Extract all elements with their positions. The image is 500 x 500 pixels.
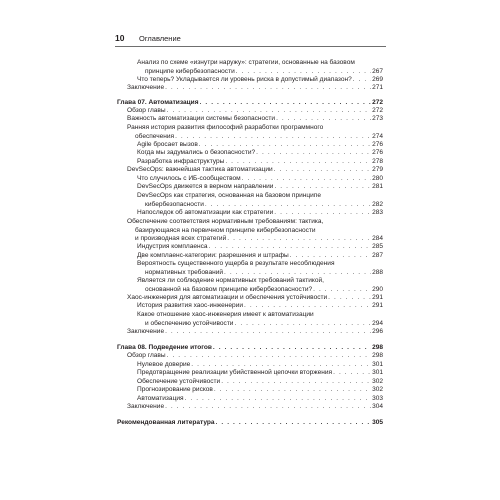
toc-page-number: 278 <box>372 158 383 165</box>
toc-entry <box>127 352 383 361</box>
toc-entry-text: Обзор главы <box>127 352 166 359</box>
toc-entry-text: Анализ по схеме «изнутри наружу»: стратегии, основанные на базовом <box>137 59 355 66</box>
toc-entry <box>127 218 383 244</box>
toc-page-number: 304 <box>372 403 383 410</box>
toc-entry <box>137 59 383 76</box>
toc-page-number: 287 <box>372 252 383 259</box>
toc-entry-text: Когда мы задумались о безопасности? <box>137 149 256 156</box>
toc-entry-text: Обеспечение устойчивости <box>137 378 221 385</box>
toc-entry-text: Заключение <box>127 84 165 91</box>
toc-entry-text: базирующаяся на первичном принципе кибербезопасности <box>135 226 316 234</box>
toc-entry-text: Какое отношение хаос-инженерия имеет к автоматизации <box>137 311 314 318</box>
toc-entry-text: Разработка инфраструктуры <box>137 158 225 165</box>
toc-page-number: 271 <box>372 84 383 91</box>
dot-leader <box>165 403 371 412</box>
toc-page-number: 302 <box>372 386 383 393</box>
toc-page-number: 274 <box>372 132 383 140</box>
toc-entry <box>137 183 383 192</box>
toc-entry-text: основанной на базовом принципе кибербезопасности? <box>145 285 313 293</box>
toc-entry <box>137 369 383 378</box>
toc-entry <box>127 124 383 141</box>
toc-page-number: 276 <box>372 149 383 156</box>
toc-entry-text: Обзор главы <box>127 107 166 114</box>
toc-entry-text: Нулевое доверие <box>137 361 191 368</box>
toc-page-number: 272 <box>372 99 383 106</box>
dot-leader <box>165 84 371 93</box>
toc-chapter-entry <box>117 419 383 428</box>
page-number: 10 <box>115 33 125 43</box>
toc-entry-text: Предотвращение реализации убийственной цепочки вторжения <box>137 369 333 376</box>
toc-page-number: 282 <box>372 200 383 208</box>
dot-leader <box>244 302 371 311</box>
toc-entry-text: Что теперь? Укладывается ли уровень риска в допустимый диапазон? <box>137 76 352 83</box>
toc-entry-text: Глава 07. Автоматизация <box>117 99 199 106</box>
toc-entry-text: История развития хаос-инженерии <box>137 302 244 309</box>
dot-leader <box>209 243 372 252</box>
toc-page-number: 281 <box>372 183 383 190</box>
dot-leader <box>274 209 371 218</box>
toc-entry-text: Заключение <box>127 403 165 410</box>
toc-entry-text: Напоследок об автоматизации как стратегии <box>137 209 274 216</box>
toc-page-number: 291 <box>372 294 383 301</box>
toc-page-number: 291 <box>372 302 383 309</box>
toc-page-number: 290 <box>372 285 383 293</box>
toc-page-number: 288 <box>372 268 383 276</box>
dot-leader <box>333 369 371 378</box>
toc-page-number: 301 <box>372 369 383 376</box>
toc-entry <box>137 277 383 294</box>
dot-leader <box>224 269 371 278</box>
toc-entry-text: Прогнозирование рисков <box>137 386 213 393</box>
toc-entry-text: Две комплаенс-категории: разрешения и штрафы <box>137 252 289 259</box>
toc-page-number: 298 <box>372 352 383 359</box>
toc-entry-text: и производная всех стратегий <box>135 235 227 242</box>
toc-page-number: 279 <box>372 166 383 173</box>
dot-leader <box>175 133 371 142</box>
dot-leader <box>274 166 371 175</box>
toc-page-number: 298 <box>372 344 383 351</box>
dot-leader <box>236 68 371 77</box>
toc-entry-text: Хаос-инженерия для автоматизации и обеспечения устойчивости <box>127 294 328 301</box>
toc-page-number: 305 <box>372 419 383 426</box>
toc-page-number: 276 <box>372 141 383 148</box>
toc-entry-text: Заключение <box>127 328 165 335</box>
dot-leader <box>276 115 371 124</box>
toc-entry-text: Agile бросает вызов <box>137 141 198 148</box>
toc-entry-text: и обеспечению устойчивости <box>145 319 234 327</box>
toc-entry-text: нормативных требований <box>145 268 224 276</box>
toc-entry <box>137 149 383 158</box>
toc-entry-text: Глава 08. Подведение итогов <box>117 344 212 351</box>
toc-entry <box>137 192 383 209</box>
toc-page-number: 296 <box>372 328 383 335</box>
toc-entry-text: Индустрия комплаенса <box>137 243 208 250</box>
running-title: Оглавление <box>139 34 181 43</box>
toc-entry-text: DevSecOps движется в верном направлении <box>137 183 274 190</box>
toc-entry <box>137 311 383 328</box>
toc-entry <box>137 243 383 252</box>
toc-entry-text: Является ли соблюдение нормативных требований тактикой, <box>137 277 324 284</box>
toc-entry <box>127 166 383 175</box>
toc-entry-text: принципе кибербезопасности <box>145 67 235 75</box>
toc-entry <box>137 260 383 277</box>
toc-entry-text: DevSecOps: важнейшая тактика автоматизации <box>127 166 273 173</box>
dot-leader <box>165 328 371 337</box>
toc-page-number: 283 <box>372 209 383 216</box>
dot-leader <box>274 183 371 192</box>
toc-entry-text: Обеспечение соответствия нормативным требованиям: тактика, <box>127 218 324 225</box>
dot-leader <box>234 320 371 329</box>
dot-leader <box>313 286 371 295</box>
dot-leader <box>205 201 371 210</box>
toc-entry-text: Рекомендованная литература <box>117 419 215 426</box>
toc-entry-text: Вероятность существенного ущерба в результате несоблюдения <box>137 260 335 267</box>
toc-page-number: 280 <box>372 175 383 182</box>
dot-leader <box>214 386 371 395</box>
toc-page-number: 269 <box>372 76 383 83</box>
toc-entry <box>127 115 383 124</box>
toc-page-number: 301 <box>372 361 383 368</box>
toc-page-number: 273 <box>372 115 383 122</box>
toc-entry-text: DevSecOps как стратегия, основанная на базовом принципе <box>137 192 321 199</box>
toc-page-number: 302 <box>372 378 383 385</box>
toc-page-number: 284 <box>372 235 383 242</box>
toc-page-number: 285 <box>372 243 383 250</box>
toc-entry <box>127 328 383 337</box>
toc-page-number: 294 <box>372 319 383 327</box>
toc-entry-text: Что случилось с ИБ-сообществом <box>137 175 241 182</box>
toc-page-number: 272 <box>372 107 383 114</box>
dot-leader <box>167 352 371 361</box>
dot-leader <box>216 419 372 428</box>
toc-page-number: 267 <box>372 67 383 75</box>
toc-entry <box>137 386 383 395</box>
toc-entry-text: Важность автоматизации системы безопасности <box>127 115 276 122</box>
toc-entry <box>137 209 383 218</box>
toc-entry <box>127 84 383 93</box>
toc-entry-text: Ранняя история развития философий разработки программного <box>127 124 324 131</box>
toc-entry <box>127 403 383 412</box>
toc-entry-text: обеспечения <box>135 132 175 140</box>
toc-entry <box>137 302 383 311</box>
toc-entry-text: Автоматизация <box>137 395 184 402</box>
dot-leader <box>256 149 371 158</box>
toc-entry-text: кибербезопасности <box>145 200 204 208</box>
toc-page-number: 303 <box>372 395 383 402</box>
